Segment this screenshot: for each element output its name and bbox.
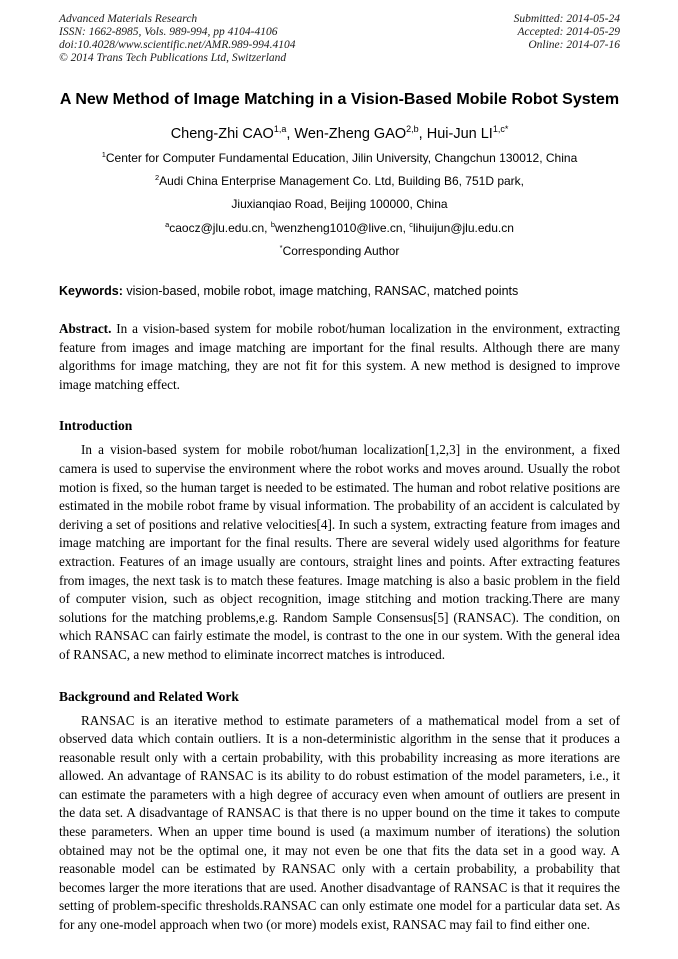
keywords-label: Keywords:	[59, 284, 123, 298]
author-1-affiliation-marker: 1,a	[273, 124, 287, 135]
affiliation-1-text: Center for Computer Fundamental Education, Jilin University, Changchun 130012, China	[105, 151, 578, 165]
email-separator: ,	[264, 221, 271, 235]
email-1-marker: a	[165, 220, 170, 229]
abstract-paragraph	[59, 320, 620, 394]
author-2	[294, 126, 426, 142]
email-1	[165, 221, 271, 235]
journal-issn-volume: ISSN: 1662-8985, Vols. 989-994, pp 4104-4106	[59, 26, 278, 38]
authors-line	[59, 126, 620, 142]
author-2-affiliation-marker: 2,b	[406, 124, 419, 135]
author-emails	[59, 221, 620, 235]
keywords-text: vision-based, mobile robot, image matching, RANSAC, matched points	[126, 284, 519, 298]
author-3	[427, 126, 509, 142]
section-heading-background: Background and Related Work	[59, 688, 239, 704]
affiliation-1	[59, 151, 620, 165]
affiliation-2-marker: 2	[154, 173, 160, 182]
email-3	[409, 221, 514, 235]
accepted-date: Accepted: 2014-05-29	[517, 26, 620, 38]
section-heading-introduction: Introduction	[59, 418, 133, 434]
introduction-paragraph: In a vision-based system for mobile robot/human localization[1,2,3] in the environment, a fixed camera is used to supervise the environment where the robot works and moves around. Usually the robot motion is fixed, so the human target is needed to be estimated. The human and robot relative positions are estimated in the mobile robot frame by visual information. The probability of an accident is calculated by deriving a set of positions and relative velocities[4]. In such a system, extracting feature from images and image matching are important for the final results. There are several widely used algorithms for feature extraction. Features of an image usually are contours, straight lines and points. After extracting features from images, the next task is to match these features. Image matching is also a basic problem in the field of computer vision, such as object recognition, image stitching and motion tracking.There are many solutions for the matching problems,e.g. Random Sample Consensus[5] (RANSAC). The condition, on which RANSAC can fairly estimate the model, is contrast to the one in our system. With the general idea of RANSAC, a new method to eliminate incorrect matches is introduced.	[59, 442, 620, 662]
publication-header	[59, 13, 620, 65]
corresponding-author-text: Corresponding Author	[282, 244, 400, 258]
journal-copyright: © 2014 Trans Tech Publications Ltd, Switzerland	[59, 52, 287, 64]
email-2-marker: b	[270, 220, 275, 229]
author-1	[171, 126, 295, 142]
author-3-affiliation-marker: 1,c*	[492, 124, 509, 135]
submitted-date: Submitted: 2014-05-24	[513, 13, 620, 25]
submission-dates	[514, 13, 620, 65]
paper-title: A New Method of Image Matching in a Vision-Based Mobile Robot System	[59, 91, 620, 108]
keywords-line	[59, 284, 620, 298]
affiliation-2-line2	[59, 197, 620, 211]
email-3-marker: c	[409, 220, 413, 229]
author-2-name: Wen-Zheng GAO	[294, 126, 407, 142]
email-2	[271, 221, 409, 235]
journal-name: Advanced Materials Research	[59, 13, 198, 25]
affiliation-2-text-line2: Jiuxianqiao Road, Beijing 100000, China	[231, 197, 448, 211]
affiliation-2-line1	[59, 174, 620, 188]
email-2-address: wenzheng1010@live.cn	[274, 221, 403, 235]
corresponding-author-note	[59, 244, 620, 258]
abstract-label: Abstract.	[59, 321, 112, 336]
email-separator: ,	[402, 221, 410, 235]
author-separator: ,	[418, 126, 427, 142]
online-date: Online: 2014-07-16	[528, 39, 620, 51]
email-1-address: caocz@jlu.edu.cn	[169, 221, 265, 235]
corresponding-author-marker: *	[279, 243, 283, 252]
background-paragraph: RANSAC is an iterative method to estimate parameters of a mathematical model from a set of observed data which contain outliers. It is a non-deterministic algorithm in the sense that it produces a reasonable result only with a certain probability, with this probability increasing as more iterations are allowed. An advantage of RANSAC is its ability to do robust estimation of the model parameters, i.e., it can estimate the parameters with a high degree of accuracy even when amount of outliers are present in the data set. A disadvantage of RANSAC is that there is no upper bound on the time it takes to compute these parameters. When an upper time bound is used (a maximum number of iterations) the solution obtained may not be the optimal one, it may not even be one that fits the data set in a good way. A reasonable model can be estimated by RANSAC only with a certain probability, a probability that becomes larger the more iterations that are used. Another disadvantage of RANSAC is that it requires the setting of problem-specific thresholds.RANSAC can only estimate one model for a particular data set. As for any one-model approach when two (or more) models exist, RANSAC may fail to find either one.	[59, 712, 620, 933]
abstract-text: In a vision-based system for mobile robot/human localization in the environment, extracting feature from images and image matching are important for the final results. Although there are many algorithms for image matching, they are not fit for this system. A new method is designed to improve image matching effect.	[59, 321, 621, 392]
affiliation-1-marker: 1	[101, 150, 106, 159]
author-3-name: Hui-Jun LI	[426, 126, 493, 142]
affiliation-2-text-line1: Audi China Enterprise Management Co. Ltd, Building B6, 751D park,	[159, 174, 524, 188]
email-3-address: lihuijun@jlu.edu.cn	[412, 221, 514, 235]
journal-info	[59, 13, 295, 65]
author-1-name: Cheng-Zhi CAO	[170, 126, 274, 142]
journal-doi: doi:10.4028/www.scientific.net/AMR.989-994.4104	[59, 39, 296, 51]
author-separator: ,	[286, 126, 295, 142]
